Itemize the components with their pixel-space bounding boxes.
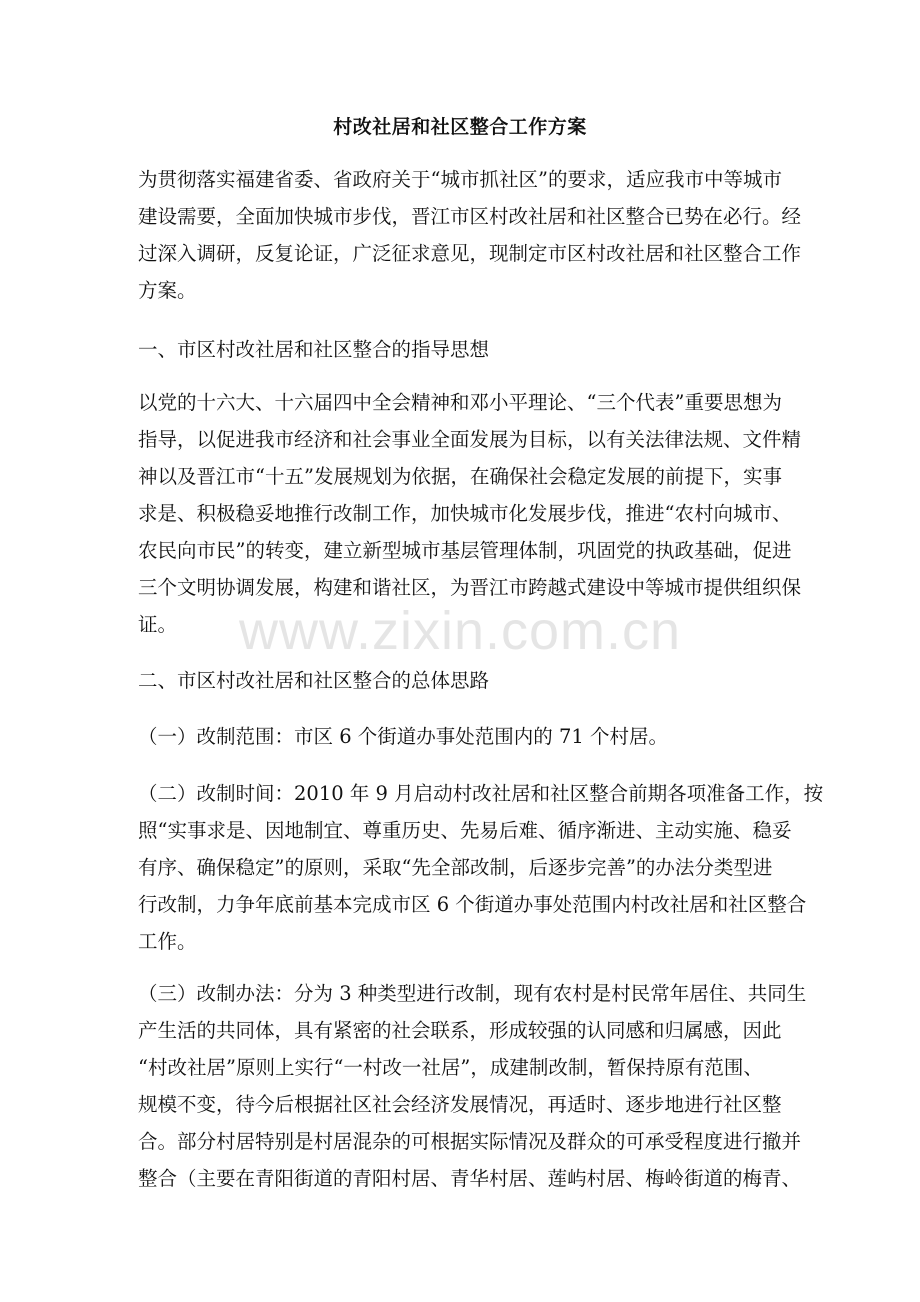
item3-line: 规模不变，待今后根据社区社会经济发展情况，再适时、逐步地进行社区整 — [138, 1093, 782, 1116]
section1-line: 农民向市民”的转变，建立新型城市基层管理体制，巩固党的执政基础，促进 — [138, 539, 792, 562]
section1-line: 神以及晋江市“十五”发展规划为依据，在确保社会稳定发展的前提下，实事 — [138, 465, 782, 488]
intro-line: 建设需要，全面加快城市步伐，晋江市区村改社居和社区整合已势在必行。经 — [138, 205, 802, 228]
item3-paragraph — [138, 975, 807, 1197]
section1-heading-text: 一、市区村改社居和社区整合的指导思想 — [138, 338, 490, 361]
intro-line: 方案。 — [138, 279, 197, 302]
intro-line: 为贯彻落实福建省委、省政府关于“城市抓社区”的要求，适应我市中等城市 — [138, 168, 782, 191]
document-title: 村改社居和社区整合工作方案 — [333, 116, 587, 138]
section2-heading — [138, 662, 778, 699]
section1-line: 指导，以促进我市经济和社会事业全面发展为目标，以有关法律法规、文件精 — [138, 428, 802, 451]
watermark: www.zixin.com.cn — [238, 601, 682, 661]
item3-line: 产生活的共同体，具有紧密的社会联系，形成较强的认同感和归属感，因此 — [138, 1019, 782, 1042]
item2-line: 行改制，力争年底前基本完成市区 6 个街道办事处范围内村改社居和社区整合 — [138, 893, 807, 916]
section1-heading — [138, 331, 778, 368]
item3-line: 整合（主要在青阳街道的青阳村居、青华村居、莲屿村居、梅岭街道的梅青、 — [138, 1167, 802, 1190]
item2-paragraph — [138, 775, 824, 960]
item3-line: “村改社居”原则上实行“一村改一社居”，成建制改制，暂保持原有范围、 — [138, 1056, 763, 1079]
item2-line: 有序、确保稳定”的原则，采取“先全部改制，后逐步完善”的办法分类型进 — [138, 856, 773, 879]
section1-line: 求是、积极稳妥地推行改制工作，加快城市化发展步伐，推进“农村向城市、 — [138, 502, 792, 525]
item1-line: （一）改制范围：市区 6 个街道办事处范围内的 71 个村居。 — [138, 725, 669, 748]
item2-line: 工作。 — [138, 930, 197, 953]
section1-paragraph — [138, 384, 802, 643]
section1-line: 证。 — [138, 613, 178, 636]
item1-paragraph — [138, 718, 778, 755]
section2-heading-text: 二、市区村改社居和社区整合的总体思路 — [138, 669, 490, 692]
intro-line: 过深入调研，反复论证，广泛征求意见，现制定市区村改社居和社区整合工作 — [138, 242, 802, 265]
section1-line: 三个文明协调发展，构建和谐社区，为晋江市跨越式建设中等城市提供组织保 — [138, 576, 802, 599]
intro-paragraph — [138, 161, 802, 309]
item3-line: 合。部分村居特别是村居混杂的可根据实际情况及群众的可承受程度进行撤并 — [138, 1130, 802, 1153]
item2-line: 照“实事求是、因地制宜、尊重历史、先易后难、循序渐进、主动实施、稳妥 — [138, 819, 792, 842]
item2-line: （二）改制时间：2010 年 9 月启动村改社居和社区整合前期各项准备工作，按 — [138, 782, 824, 805]
item3-line: （三）改制办法：分为 3 种类型进行改制，现有农村是村民常年居住、共同生 — [138, 982, 807, 1005]
section1-line: 以党的十六大、十六届四中全会精神和邓小平理论、“三个代表”重要思想为 — [138, 391, 782, 414]
